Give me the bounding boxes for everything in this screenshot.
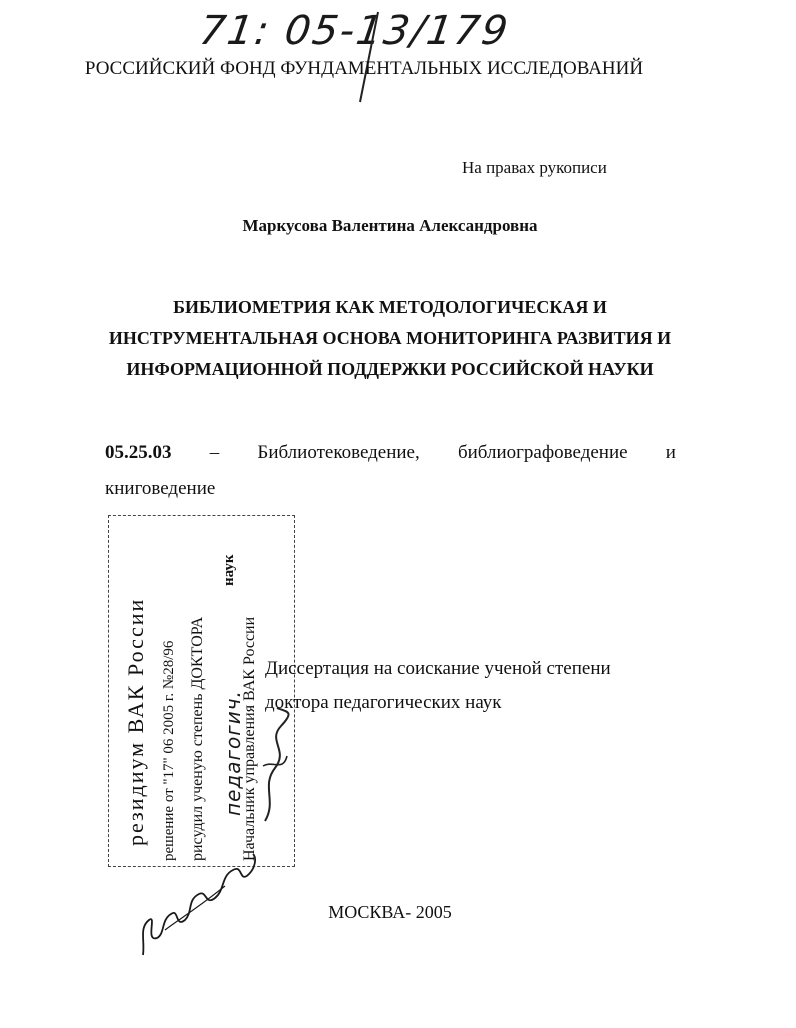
foundation-heading: РОССИЙСКИЙ ФОНД ФУНДАМЕНТАЛЬНЫХ ИССЛЕДОВАНИЙ [84, 58, 644, 79]
specialty-dash: – [209, 442, 220, 463]
dissertation-degree-line-2: доктора педагогических наук [265, 692, 502, 713]
shelfmark-handwritten: 71: 05-13/179 [196, 8, 513, 54]
rights-note: На правах рукописи [462, 158, 607, 177]
stamp-line-field-handwritten: педагогич. [221, 690, 245, 816]
specialty-line [105, 442, 676, 464]
specialty-word-2: библиографоведение [457, 442, 628, 463]
title-line-1: БИБЛИОМЕТРИЯ КАК МЕТОДОЛОГИЧЕСКАЯ И [173, 297, 607, 317]
stamp-line-presidium: резидиум ВАК России [123, 597, 148, 846]
dissertation-title [0, 292, 780, 385]
stamp-line-decision: решение от "17" 06 2005 г. №28/96 [161, 640, 177, 861]
author-name: Маркусова Валентина Александровна [242, 216, 538, 235]
dissertation-degree-line-1: Диссертация на соискание ученой степени [265, 658, 611, 679]
stamp-signature-scribble [257, 706, 293, 826]
stamp-line-degree: рисудил ученую степень ДОКТОРА [189, 616, 206, 861]
stamp-line-head: Начальник управления ВАК России [241, 616, 258, 861]
specialty-word-1: Библиотековедение, [257, 442, 420, 463]
specialty-code: 05.25.03 [105, 442, 172, 463]
stamp-line-field-suffix: наук [221, 554, 237, 586]
title-line-3: ИНФОРМАЦИОННОЙ ПОДДЕРЖКИ РОССИЙСКОЙ НАУКИ [126, 359, 654, 379]
specialty-continuation: книговедение [105, 478, 216, 499]
title-line-2: ИНСТРУМЕНТАЛЬНАЯ ОСНОВА МОНИТОРИНГА РАЗВИТИЯ И [108, 328, 672, 348]
city-year: МОСКВА- 2005 [328, 902, 452, 922]
vak-stamp [108, 515, 295, 867]
specialty-word-3: и [665, 442, 676, 463]
